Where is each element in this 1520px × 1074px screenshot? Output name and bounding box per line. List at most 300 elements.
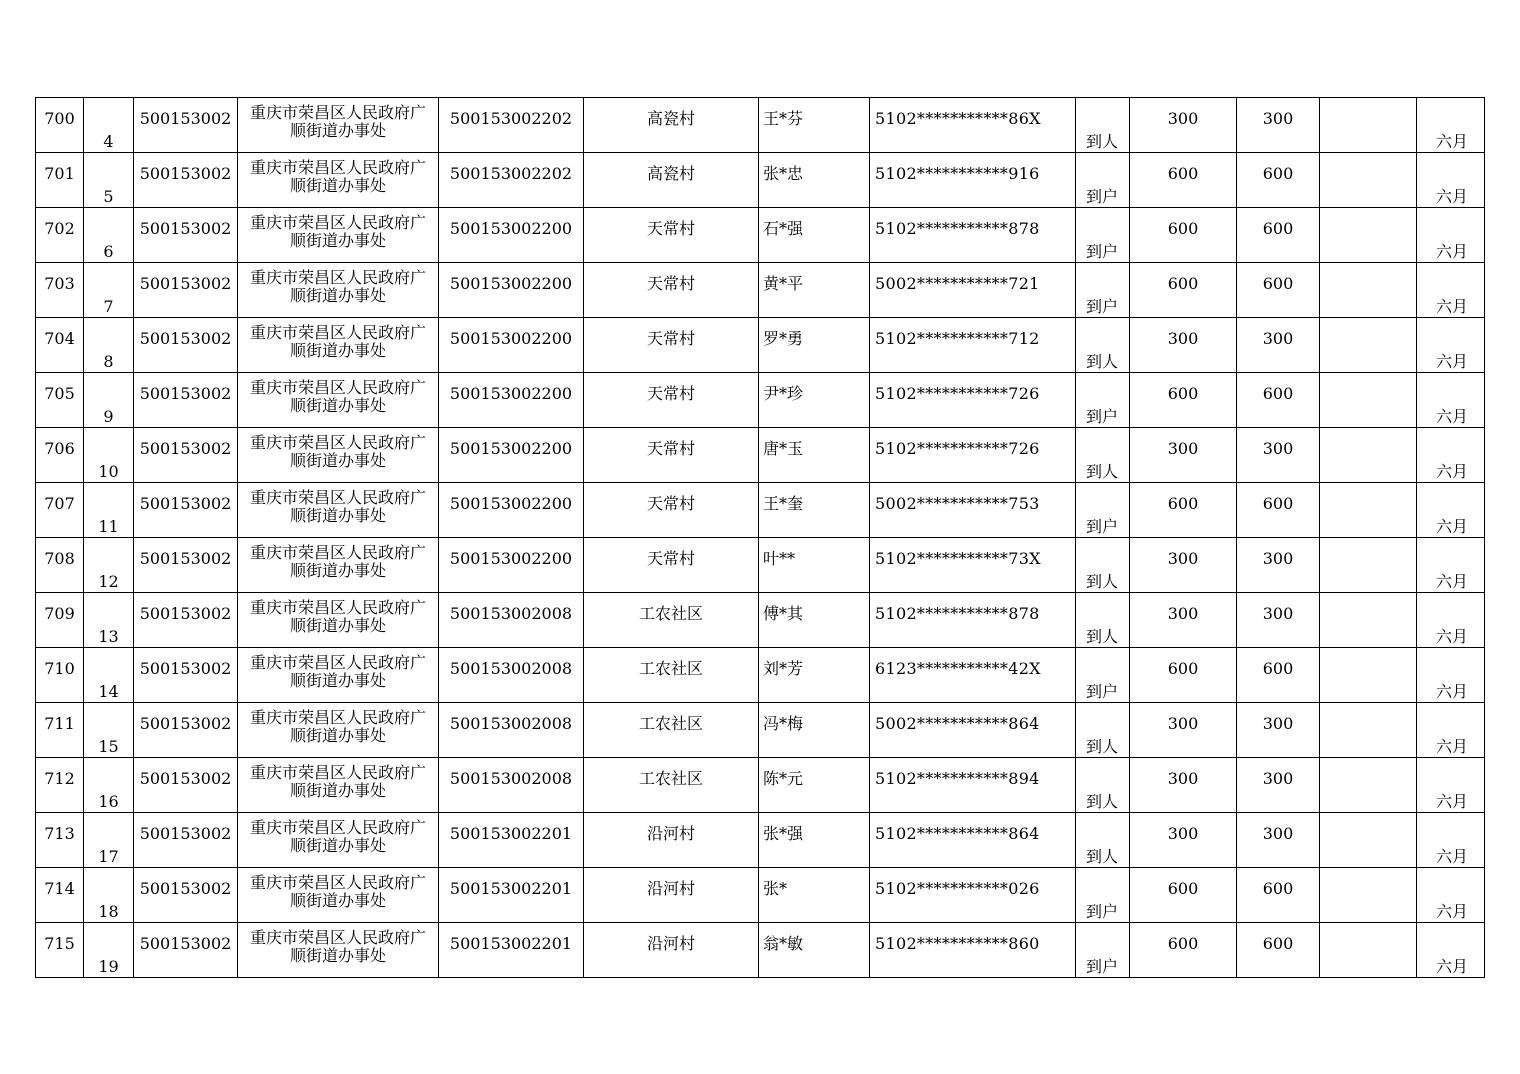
cell-village-text: 天常村 xyxy=(646,273,695,293)
cell-region-code xyxy=(134,373,238,428)
cell-id-number xyxy=(870,758,1076,813)
cell-type: 到户 xyxy=(1076,483,1130,538)
cell-num: 18 xyxy=(84,868,134,923)
cell-name xyxy=(759,758,870,813)
cell-id-number xyxy=(870,208,1076,263)
org-line-1: 重庆市荣昌区人民政府广 xyxy=(249,267,426,287)
cell-region-code-text: 500153002 xyxy=(139,878,232,898)
org-line-1: 重庆市荣昌区人民政府广 xyxy=(249,432,426,452)
cell-amount-text: 300 xyxy=(1167,328,1199,348)
cell-month: 六月 xyxy=(1417,428,1485,483)
cell-village xyxy=(584,263,759,318)
cell-village-code-text: 500153002200 xyxy=(449,218,573,238)
cell-name xyxy=(759,318,870,373)
cell-amount-text: 600 xyxy=(1167,218,1199,238)
cell-org xyxy=(238,538,439,593)
subsidy-table xyxy=(35,97,1485,978)
cell-village-code xyxy=(439,98,584,153)
cell-amount xyxy=(1130,318,1237,373)
cell-amount xyxy=(1130,868,1237,923)
cell-org xyxy=(238,208,439,263)
cell-name-text: 陈*元 xyxy=(763,768,804,788)
cell-month: 六月 xyxy=(1417,318,1485,373)
cell-type: 到户 xyxy=(1076,923,1130,978)
cell-village xyxy=(584,483,759,538)
cell-num: 19 xyxy=(84,923,134,978)
cell-village-code-text: 500153002202 xyxy=(449,108,573,128)
cell-village xyxy=(584,208,759,263)
cell-org xyxy=(238,868,439,923)
cell-id-number-text: 5102***********864 xyxy=(875,823,1040,843)
cell-seq-text: 710 xyxy=(44,658,75,678)
cell-amount-text: 300 xyxy=(1167,713,1199,733)
cell-id-number-text: 5102***********894 xyxy=(875,768,1040,788)
cell-org xyxy=(238,703,439,758)
cell-seq-text: 709 xyxy=(44,603,75,623)
org-line-2: 顺街道办事处 xyxy=(289,616,386,635)
cell-amount-paid xyxy=(1237,483,1320,538)
org-line-1: 重庆市荣昌区人民政府广 xyxy=(249,157,426,177)
cell-village xyxy=(584,813,759,868)
cell-village-code xyxy=(439,318,584,373)
cell-seq xyxy=(36,483,84,538)
cell-org xyxy=(238,813,439,868)
cell-blank xyxy=(1320,153,1417,208)
cell-amount xyxy=(1130,263,1237,318)
cell-type: 到户 xyxy=(1076,208,1130,263)
cell-month: 六月 xyxy=(1417,813,1485,868)
cell-org xyxy=(238,923,439,978)
cell-num: 6 xyxy=(84,208,134,263)
cell-blank xyxy=(1320,813,1417,868)
cell-village xyxy=(584,593,759,648)
cell-name-text: 傅*其 xyxy=(763,603,804,623)
cell-amount-text: 300 xyxy=(1167,108,1199,128)
cell-type: 到人 xyxy=(1076,428,1130,483)
cell-region-code-text: 500153002 xyxy=(139,548,232,568)
cell-blank xyxy=(1320,373,1417,428)
org-line-2: 顺街道办事处 xyxy=(289,726,386,745)
org-line-2: 顺街道办事处 xyxy=(289,451,386,470)
cell-name xyxy=(759,263,870,318)
cell-region-code-text: 500153002 xyxy=(139,713,232,733)
cell-village-code xyxy=(439,813,584,868)
org-line-1: 重庆市荣昌区人民政府广 xyxy=(249,762,426,782)
cell-type: 到人 xyxy=(1076,318,1130,373)
cell-type: 到人 xyxy=(1076,703,1130,758)
cell-village-code xyxy=(439,758,584,813)
cell-village xyxy=(584,428,759,483)
cell-org xyxy=(238,373,439,428)
cell-type: 到户 xyxy=(1076,868,1130,923)
cell-village-code-text: 500153002200 xyxy=(449,383,573,403)
cell-blank xyxy=(1320,923,1417,978)
cell-village xyxy=(584,538,759,593)
cell-num: 14 xyxy=(84,648,134,703)
cell-seq-text: 715 xyxy=(44,933,75,953)
table-row xyxy=(36,483,1485,538)
cell-region-code-text: 500153002 xyxy=(139,768,232,788)
cell-village-code xyxy=(439,263,584,318)
cell-org xyxy=(238,428,439,483)
cell-amount-paid-text: 600 xyxy=(1262,878,1294,898)
cell-month: 六月 xyxy=(1417,648,1485,703)
cell-region-code xyxy=(134,263,238,318)
cell-amount-paid xyxy=(1237,868,1320,923)
cell-month: 六月 xyxy=(1417,153,1485,208)
cell-village-text: 高瓷村 xyxy=(646,163,695,183)
org-line-1: 重庆市荣昌区人民政府广 xyxy=(249,707,426,727)
cell-seq-text: 702 xyxy=(44,218,75,238)
cell-seq xyxy=(36,153,84,208)
cell-amount xyxy=(1130,648,1237,703)
cell-village xyxy=(584,923,759,978)
cell-seq-text: 701 xyxy=(44,163,75,183)
cell-name xyxy=(759,428,870,483)
cell-id-number xyxy=(870,98,1076,153)
cell-name-text: 尹*珍 xyxy=(763,383,804,403)
org-line-1: 重庆市荣昌区人民政府广 xyxy=(249,212,426,232)
cell-blank xyxy=(1320,98,1417,153)
cell-village-code-text: 500153002200 xyxy=(449,328,573,348)
org-line-2: 顺街道办事处 xyxy=(289,671,386,690)
cell-seq-text: 713 xyxy=(44,823,75,843)
cell-region-code xyxy=(134,593,238,648)
cell-village-code-text: 500153002201 xyxy=(449,823,573,843)
cell-seq xyxy=(36,648,84,703)
cell-blank xyxy=(1320,648,1417,703)
cell-amount-paid xyxy=(1237,263,1320,318)
cell-name-text: 叶** xyxy=(763,548,796,568)
cell-village-code-text: 500153002200 xyxy=(449,493,573,513)
cell-name xyxy=(759,593,870,648)
cell-village-text: 天常村 xyxy=(646,438,695,458)
cell-name xyxy=(759,98,870,153)
cell-name xyxy=(759,813,870,868)
cell-org xyxy=(238,648,439,703)
cell-id-number-text: 5102***********726 xyxy=(875,383,1040,403)
cell-region-code xyxy=(134,538,238,593)
cell-amount-paid xyxy=(1237,208,1320,263)
cell-blank xyxy=(1320,593,1417,648)
cell-num: 11 xyxy=(84,483,134,538)
cell-amount-paid xyxy=(1237,538,1320,593)
cell-amount-paid-text: 600 xyxy=(1262,383,1294,403)
cell-amount-paid xyxy=(1237,758,1320,813)
cell-village-text: 天常村 xyxy=(646,383,695,403)
cell-village-code xyxy=(439,153,584,208)
cell-region-code xyxy=(134,868,238,923)
cell-amount-paid-text: 600 xyxy=(1262,493,1294,513)
org-line-1: 重庆市荣昌区人民政府广 xyxy=(249,927,426,947)
cell-seq xyxy=(36,923,84,978)
cell-amount-text: 600 xyxy=(1167,493,1199,513)
cell-amount-paid xyxy=(1237,813,1320,868)
cell-num: 5 xyxy=(84,153,134,208)
cell-amount-text: 600 xyxy=(1167,658,1199,678)
cell-village-code-text: 500153002202 xyxy=(449,163,573,183)
cell-amount-text: 300 xyxy=(1167,823,1199,843)
org-line-2: 顺街道办事处 xyxy=(289,946,386,965)
cell-village-text: 天常村 xyxy=(646,218,695,238)
cell-name-text: 刘*芳 xyxy=(763,658,804,678)
cell-region-code-text: 500153002 xyxy=(139,438,232,458)
table-row xyxy=(36,318,1485,373)
cell-region-code-text: 500153002 xyxy=(139,328,232,348)
cell-village-code-text: 500153002200 xyxy=(449,273,573,293)
table-row xyxy=(36,593,1485,648)
cell-region-code-text: 500153002 xyxy=(139,383,232,403)
cell-village-code-text: 500153002201 xyxy=(449,933,573,953)
cell-org xyxy=(238,758,439,813)
cell-name xyxy=(759,153,870,208)
cell-name-text: 黄*平 xyxy=(763,273,804,293)
cell-seq xyxy=(36,813,84,868)
cell-seq xyxy=(36,373,84,428)
org-line-2: 顺街道办事处 xyxy=(289,396,386,415)
org-line-1: 重庆市荣昌区人民政府广 xyxy=(249,597,426,617)
table-row xyxy=(36,648,1485,703)
cell-amount-paid-text: 300 xyxy=(1262,328,1294,348)
cell-num: 8 xyxy=(84,318,134,373)
cell-village-code xyxy=(439,648,584,703)
cell-village-text: 沿河村 xyxy=(646,823,695,843)
cell-id-number xyxy=(870,263,1076,318)
table-row xyxy=(36,538,1485,593)
cell-region-code-text: 500153002 xyxy=(139,823,232,843)
cell-id-number xyxy=(870,703,1076,758)
cell-amount-paid-text: 600 xyxy=(1262,933,1294,953)
cell-seq-text: 714 xyxy=(44,878,75,898)
table-row xyxy=(36,868,1485,923)
cell-amount xyxy=(1130,703,1237,758)
cell-month: 六月 xyxy=(1417,703,1485,758)
table-row xyxy=(36,208,1485,263)
cell-name-text: 唐*玉 xyxy=(763,438,804,458)
cell-num: 10 xyxy=(84,428,134,483)
cell-id-number xyxy=(870,813,1076,868)
cell-id-number xyxy=(870,153,1076,208)
cell-amount xyxy=(1130,373,1237,428)
cell-amount xyxy=(1130,923,1237,978)
cell-org xyxy=(238,153,439,208)
cell-amount-text: 300 xyxy=(1167,438,1199,458)
cell-id-number-text: 5102***********712 xyxy=(875,328,1040,348)
cell-village-code-text: 500153002008 xyxy=(449,713,573,733)
cell-month: 六月 xyxy=(1417,483,1485,538)
cell-id-number xyxy=(870,593,1076,648)
cell-month: 六月 xyxy=(1417,868,1485,923)
cell-amount-paid xyxy=(1237,648,1320,703)
cell-id-number-text: 5002***********721 xyxy=(875,273,1040,293)
cell-amount-paid-text: 600 xyxy=(1262,218,1294,238)
cell-name xyxy=(759,483,870,538)
cell-name-text: 王*奎 xyxy=(763,493,804,513)
cell-region-code xyxy=(134,208,238,263)
cell-seq-text: 700 xyxy=(44,108,75,128)
cell-id-number xyxy=(870,538,1076,593)
cell-village-code-text: 500153002008 xyxy=(449,658,573,678)
cell-seq-text: 712 xyxy=(44,768,75,788)
table-row xyxy=(36,813,1485,868)
cell-month: 六月 xyxy=(1417,373,1485,428)
cell-amount xyxy=(1130,758,1237,813)
cell-village-code-text: 500153002201 xyxy=(449,878,573,898)
cell-amount-paid xyxy=(1237,153,1320,208)
cell-num: 7 xyxy=(84,263,134,318)
cell-seq xyxy=(36,98,84,153)
cell-village-code xyxy=(439,868,584,923)
cell-id-number-text: 5102***********860 xyxy=(875,933,1040,953)
cell-village-text: 天常村 xyxy=(646,328,695,348)
cell-type: 到人 xyxy=(1076,593,1130,648)
org-line-1: 重庆市荣昌区人民政府广 xyxy=(249,487,426,507)
table-row xyxy=(36,428,1485,483)
table-row xyxy=(36,758,1485,813)
cell-village-code xyxy=(439,428,584,483)
cell-amount xyxy=(1130,98,1237,153)
cell-month: 六月 xyxy=(1417,538,1485,593)
cell-amount-paid xyxy=(1237,428,1320,483)
cell-region-code-text: 500153002 xyxy=(139,493,232,513)
cell-month: 六月 xyxy=(1417,98,1485,153)
cell-region-code xyxy=(134,813,238,868)
cell-id-number-text: 5002***********864 xyxy=(875,713,1040,733)
table-row xyxy=(36,703,1485,758)
cell-month: 六月 xyxy=(1417,263,1485,318)
cell-seq-text: 704 xyxy=(44,328,75,348)
cell-id-number-text: 5102***********878 xyxy=(875,218,1040,238)
cell-type: 到人 xyxy=(1076,98,1130,153)
cell-village-code xyxy=(439,593,584,648)
cell-name-text: 张* xyxy=(763,878,788,898)
cell-amount-paid xyxy=(1237,373,1320,428)
cell-region-code xyxy=(134,703,238,758)
cell-village-code xyxy=(439,703,584,758)
cell-seq xyxy=(36,318,84,373)
cell-region-code xyxy=(134,923,238,978)
cell-region-code xyxy=(134,98,238,153)
cell-name-text: 张*忠 xyxy=(763,163,804,183)
cell-id-number-text: 6123***********42X xyxy=(875,658,1041,678)
cell-village-code-text: 500153002200 xyxy=(449,438,573,458)
cell-amount-paid-text: 600 xyxy=(1262,658,1294,678)
cell-village xyxy=(584,648,759,703)
cell-region-code-text: 500153002 xyxy=(139,603,232,623)
cell-month: 六月 xyxy=(1417,208,1485,263)
cell-type: 到人 xyxy=(1076,538,1130,593)
cell-region-code-text: 500153002 xyxy=(139,108,232,128)
cell-region-code-text: 500153002 xyxy=(139,658,232,678)
cell-amount xyxy=(1130,813,1237,868)
cell-id-number xyxy=(870,868,1076,923)
cell-seq-text: 708 xyxy=(44,548,75,568)
cell-amount-text: 600 xyxy=(1167,878,1199,898)
org-line-1: 重庆市荣昌区人民政府广 xyxy=(249,542,426,562)
org-line-2: 顺街道办事处 xyxy=(289,781,386,800)
cell-id-number xyxy=(870,428,1076,483)
cell-amount xyxy=(1130,483,1237,538)
cell-id-number-text: 5102***********86X xyxy=(875,108,1041,128)
cell-seq xyxy=(36,758,84,813)
cell-blank xyxy=(1320,428,1417,483)
cell-amount xyxy=(1130,153,1237,208)
cell-amount-text: 600 xyxy=(1167,933,1199,953)
cell-blank xyxy=(1320,263,1417,318)
cell-village-code xyxy=(439,373,584,428)
org-line-1: 重庆市荣昌区人民政府广 xyxy=(249,322,426,342)
cell-org xyxy=(238,593,439,648)
cell-blank xyxy=(1320,758,1417,813)
cell-amount-paid xyxy=(1237,98,1320,153)
cell-amount-text: 300 xyxy=(1167,548,1199,568)
cell-type: 到人 xyxy=(1076,758,1130,813)
cell-id-number xyxy=(870,373,1076,428)
cell-id-number-text: 5102***********73X xyxy=(875,548,1041,568)
cell-num: 13 xyxy=(84,593,134,648)
cell-id-number xyxy=(870,923,1076,978)
cell-blank xyxy=(1320,483,1417,538)
cell-amount-paid-text: 300 xyxy=(1262,438,1294,458)
cell-blank xyxy=(1320,208,1417,263)
cell-id-number-text: 5102***********026 xyxy=(875,878,1040,898)
org-line-2: 顺街道办事处 xyxy=(289,341,386,360)
cell-village-code xyxy=(439,923,584,978)
table-row xyxy=(36,263,1485,318)
cell-id-number xyxy=(870,648,1076,703)
cell-seq xyxy=(36,428,84,483)
cell-amount-paid xyxy=(1237,593,1320,648)
cell-amount xyxy=(1130,538,1237,593)
cell-village xyxy=(584,868,759,923)
cell-village-text: 高瓷村 xyxy=(646,108,695,128)
cell-village-code-text: 500153002200 xyxy=(449,548,573,568)
cell-name-text: 罗*勇 xyxy=(763,328,804,348)
cell-name-text: 王*芬 xyxy=(763,108,804,128)
cell-seq xyxy=(36,263,84,318)
cell-name-text: 翁*敏 xyxy=(763,933,804,953)
cell-month: 六月 xyxy=(1417,758,1485,813)
cell-village xyxy=(584,153,759,208)
cell-type: 到人 xyxy=(1076,813,1130,868)
cell-region-code xyxy=(134,318,238,373)
cell-name xyxy=(759,538,870,593)
org-line-2: 顺街道办事处 xyxy=(289,561,386,580)
cell-village-text: 天常村 xyxy=(646,493,695,513)
org-line-1: 重庆市荣昌区人民政府广 xyxy=(249,817,426,837)
cell-seq-text: 707 xyxy=(44,493,75,513)
cell-name xyxy=(759,208,870,263)
table-body xyxy=(36,98,1485,978)
cell-type: 到户 xyxy=(1076,153,1130,208)
cell-name xyxy=(759,373,870,428)
cell-amount-paid-text: 300 xyxy=(1262,548,1294,568)
cell-region-code xyxy=(134,648,238,703)
cell-name-text: 冯*梅 xyxy=(763,713,804,733)
cell-id-number xyxy=(870,483,1076,538)
org-line-2: 顺街道办事处 xyxy=(289,231,386,250)
cell-num: 17 xyxy=(84,813,134,868)
cell-type: 到户 xyxy=(1076,263,1130,318)
org-line-2: 顺街道办事处 xyxy=(289,891,386,910)
cell-num: 12 xyxy=(84,538,134,593)
cell-amount-paid-text: 300 xyxy=(1262,823,1294,843)
cell-village xyxy=(584,98,759,153)
cell-amount-paid xyxy=(1237,318,1320,373)
cell-blank xyxy=(1320,318,1417,373)
org-line-2: 顺街道办事处 xyxy=(289,176,386,195)
cell-seq xyxy=(36,538,84,593)
